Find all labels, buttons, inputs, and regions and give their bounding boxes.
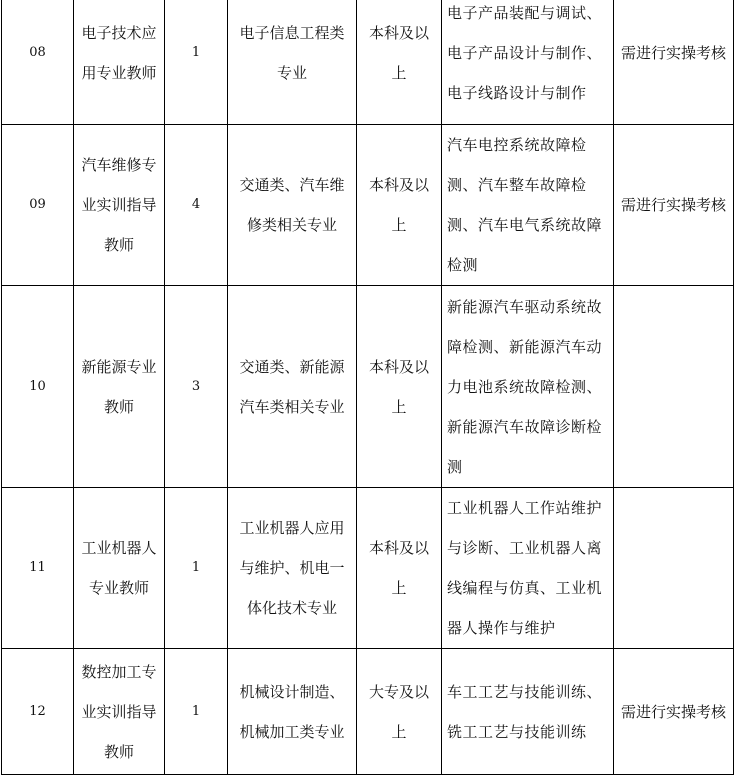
position-number: 09 — [2, 125, 74, 286]
skill-requirement: 工业机器人工作站维护与诊断、工业机器人离线编程与仿真、工业机器人操作与维护 — [442, 488, 614, 649]
remark — [614, 488, 734, 649]
position-number: 08 — [2, 0, 74, 125]
headcount: 3 — [165, 286, 228, 488]
position-title: 数控加工专业实训指导教师 — [74, 649, 165, 775]
remark: 需进行实操考核 — [614, 0, 734, 125]
skill-requirement: 汽车电控系统故障检测、汽车整车故障检测、汽车电气系统故障检测 — [442, 125, 614, 286]
skill-requirement: 新能源汽车驱动系统故障检测、新能源汽车动力电池系统故障检测、新能源汽车故障诊断检测 — [442, 286, 614, 488]
remark: 需进行实操考核 — [614, 649, 734, 775]
major-requirement: 交通类、汽车维修类相关专业 — [228, 125, 357, 286]
position-title: 汽车维修专业实训指导教师 — [74, 125, 165, 286]
major-requirement: 工业机器人应用与维护、机电一体化技术专业 — [228, 488, 357, 649]
table-row — [2, 0, 734, 125]
position-number: 12 — [2, 649, 74, 775]
headcount: 1 — [165, 649, 228, 775]
position-number: 10 — [2, 286, 74, 488]
table-row — [2, 649, 734, 775]
position-number: 11 — [2, 488, 74, 649]
education-requirement: 大专及以上 — [357, 649, 442, 775]
position-title: 新能源专业教师 — [74, 286, 165, 488]
education-requirement: 本科及以上 — [357, 286, 442, 488]
major-requirement: 电子信息工程类专业 — [228, 0, 357, 125]
education-requirement: 本科及以上 — [357, 125, 442, 286]
remark: 需进行实操考核 — [614, 125, 734, 286]
table-row — [2, 286, 734, 488]
recruitment-table — [1, 0, 734, 775]
skill-requirement: 车工工艺与技能训练、铣工工艺与技能训练 — [442, 649, 614, 775]
education-requirement: 本科及以上 — [357, 488, 442, 649]
position-title: 电子技术应用专业教师 — [74, 0, 165, 125]
table-row — [2, 125, 734, 286]
skill-requirement: 电子产品装配与调试、电子产品设计与制作、电子线路设计与制作 — [442, 0, 614, 125]
major-requirement: 交通类、新能源汽车类相关专业 — [228, 286, 357, 488]
remark — [614, 286, 734, 488]
education-requirement: 本科及以上 — [357, 0, 442, 125]
headcount: 1 — [165, 0, 228, 125]
headcount: 4 — [165, 125, 228, 286]
major-requirement: 机械设计制造、机械加工类专业 — [228, 649, 357, 775]
headcount: 1 — [165, 488, 228, 649]
table-row — [2, 488, 734, 649]
position-title: 工业机器人专业教师 — [74, 488, 165, 649]
